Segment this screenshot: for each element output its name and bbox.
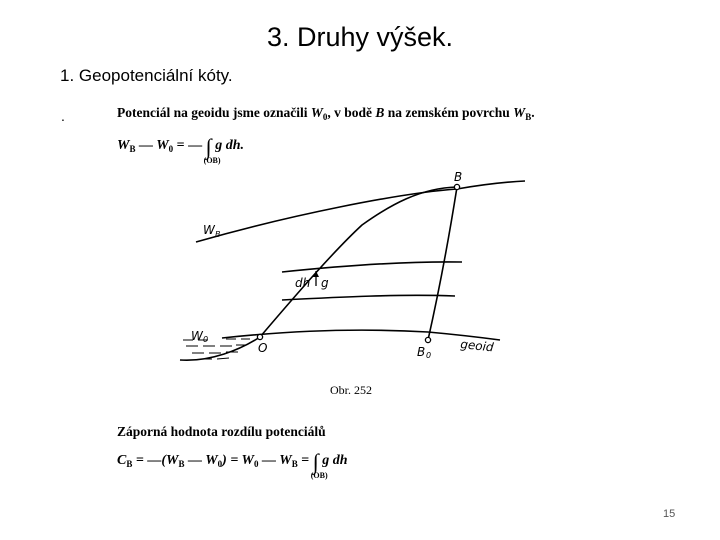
formula1-integrand: g dh. (211, 138, 244, 153)
negative-difference-label: Záporná hodnota rozdílu potenciálů (117, 424, 326, 439)
integral-sign: ∫ (OB) (203, 134, 221, 165)
middle-text: , v bodě (327, 105, 376, 120)
potential-definition-text (117, 105, 535, 122)
intro-text: Potenciál na geoidu jsme označili (117, 105, 311, 120)
label-b0-sub: 0 (426, 351, 432, 360)
formula1-lhs: W (117, 138, 130, 153)
point-b0 (425, 337, 430, 342)
label-g: g (321, 276, 329, 290)
geopotential-diagram (170, 160, 540, 365)
slide-title: 3. Druhy výšek. (266, 22, 454, 52)
wb-equipotential-surface (196, 181, 525, 242)
period: . (531, 105, 535, 120)
section-subtitle: 1. Geopotenciální kóty. (60, 66, 233, 85)
formula1-lhs-sub: B (129, 144, 136, 154)
integral-limit: (OB) (203, 156, 221, 165)
potential-difference-formula (117, 134, 244, 165)
wb-symbol: W (513, 105, 526, 120)
formula2-sub4: B (291, 459, 298, 469)
formula1-minus-sub: 0 (168, 144, 174, 154)
label-b: B (454, 170, 463, 184)
w0-symbol: W (310, 105, 323, 120)
formula2-part4: — W (258, 453, 292, 468)
label-w0-sub: 0 (203, 335, 209, 344)
formula2-part1: = —(W (132, 453, 179, 468)
formula2-sub2: 0 (217, 459, 223, 469)
bullet-dot: . (61, 108, 65, 124)
integral-limit-2: (OB) (310, 471, 328, 480)
b-symbol: B (375, 105, 385, 120)
formula2-part3: ) = W (222, 453, 255, 468)
label-o: O (258, 341, 268, 355)
formula2-sub3: 0 (254, 459, 259, 469)
formula2-sub1: B (178, 459, 185, 469)
formula1-eq: = — (173, 138, 203, 153)
geopotential-number-formula (117, 449, 348, 480)
formula2-part2: — W (184, 453, 218, 468)
figure-caption: Obr. 252 (330, 383, 372, 397)
page-number: 15 (663, 508, 676, 520)
cb-symbol: C (117, 453, 127, 468)
label-dh: dh (295, 276, 311, 290)
label-b0: B (417, 345, 426, 359)
w0-subscript: 0 (322, 112, 328, 122)
label-wb: W (203, 223, 215, 237)
formula2-part5: = (297, 453, 313, 468)
label-wb-sub: B (215, 230, 221, 239)
lower-equipotential-line (282, 295, 455, 300)
end-text: na zemském povrchu (384, 105, 514, 120)
point-b (454, 184, 459, 189)
point-o (257, 334, 262, 339)
formula1-minus: — W (135, 138, 169, 153)
upper-equipotential-line (282, 262, 462, 272)
formula2-integrand: g dh (318, 453, 348, 468)
integral-sign-2: ∫ (OB) (310, 449, 328, 480)
cb-subscript: B (126, 459, 133, 469)
label-geoid: geoid (459, 337, 495, 355)
label-w0: W (191, 329, 203, 343)
wb-subscript: B (525, 112, 532, 122)
plumb-line-b-b0 (428, 187, 457, 340)
